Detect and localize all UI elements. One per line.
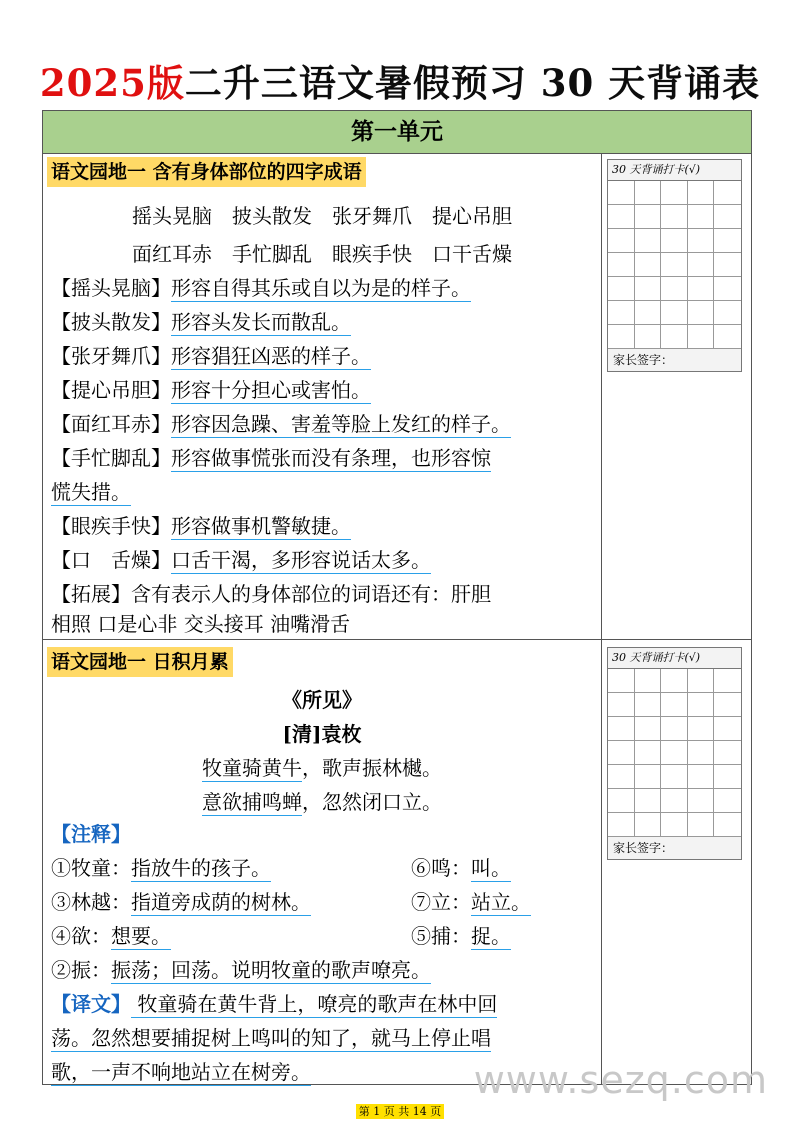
idiom-row-1	[43, 199, 601, 233]
definition-text: 口舌干渴，多形容说话太多。	[171, 548, 431, 572]
poem-line-2: 意欲捕鸣蝉，忽然闭口立。	[202, 790, 442, 814]
parent-signature-label: 家长签字：	[608, 349, 741, 371]
definition-term: 【提心吊胆】	[51, 378, 171, 402]
page-number: 第 1 页 共 14 页	[356, 1104, 444, 1119]
definition-row	[51, 373, 371, 407]
poem-title: 《所见》	[282, 688, 362, 712]
translation-line-2: 荡。忽然想要捕捉树上鸣叫的知了，就马上停止唱	[51, 1026, 491, 1050]
definition-text: 形容做事慌张而没有条理，也形容惊	[171, 446, 491, 470]
unit-title: 第一单元	[43, 111, 751, 154]
definition-row	[51, 305, 351, 339]
note-row: ⑤捕：捉。	[411, 924, 511, 948]
definition-row	[51, 509, 351, 543]
section1-heading: 语文园地一 含有身体部位的四字成语	[47, 157, 366, 187]
idiom: 提心吊胆	[432, 204, 512, 228]
note-row: ⑥鸣：叫。	[411, 856, 511, 880]
definition-text: 形容十分担心或害怕。	[171, 378, 371, 402]
definition-row	[51, 339, 371, 373]
note-row: ⑦立：站立。	[411, 890, 531, 914]
definition-term: 【口 舌燥】	[51, 548, 171, 572]
extension-line-1: 【拓展】含有表示人的身体部位的词语还有：肝胆	[51, 582, 491, 606]
idiom: 手忙脚乱	[232, 242, 312, 266]
definition-text: 慌失措。	[51, 480, 131, 504]
note-row: ④欲：想要。	[51, 924, 171, 948]
idiom: 口干舌燥	[432, 242, 512, 266]
idiom: 摇头晃脑	[132, 204, 212, 228]
recitation-table	[42, 110, 752, 1085]
page-footer	[0, 1100, 800, 1119]
idiom: 张牙舞爪	[332, 204, 412, 228]
note-row: ①牧童：指放牛的孩子。	[51, 856, 271, 880]
idiom: 面红耳赤	[132, 242, 212, 266]
notes-label: 【注释】	[51, 822, 131, 846]
checkin-title: 30 天背诵打卡(√)	[608, 648, 741, 669]
column-divider	[601, 153, 602, 1085]
title-text: 二升三语文暑假预习 30 天背诵表	[184, 61, 761, 105]
translation-line-1: 【译文】 牧童骑在黄牛背上，嘹亮的歌声在林中回	[51, 992, 498, 1016]
poem-line-1: 牧童骑黄牛，歌声振林樾。	[202, 756, 442, 780]
definition-row	[51, 543, 431, 577]
note-row: ③林越：指道旁成荫的树林。	[51, 890, 311, 914]
definition-term: 【面红耳赤】	[51, 412, 171, 436]
definition-text: 形容因急躁、害羞等脸上发红的样子。	[171, 412, 511, 436]
definition-row	[51, 407, 511, 441]
idiom-row-2	[43, 237, 601, 271]
definition-text: 形容自得其乐或自以为是的样子。	[171, 276, 471, 300]
checkin-box-1	[607, 159, 742, 372]
definition-continuation	[51, 475, 131, 509]
watermark: www.sezq.com	[473, 1058, 768, 1102]
extension-line-2: 相照 口是心非 交头接耳 油嘴滑舌	[51, 612, 351, 636]
section2-heading: 语文园地一 日积月累	[47, 647, 233, 677]
title-year: 2025版	[39, 61, 185, 105]
definition-term: 【披头散发】	[51, 310, 171, 334]
idiom: 披头散发	[232, 204, 312, 228]
definition-row	[51, 271, 471, 305]
definition-text: 形容头发长而散乱。	[171, 310, 351, 334]
definition-term: 【手忙脚乱】	[51, 446, 171, 470]
poem-author: [清]袁枚	[282, 722, 362, 746]
checkin-grid[interactable]	[608, 669, 741, 837]
definition-text: 形容做事机警敏捷。	[171, 514, 351, 538]
page-title	[0, 58, 800, 108]
parent-signature-label: 家长签字：	[608, 837, 741, 859]
translation-label: 【译文】	[51, 992, 131, 1016]
definition-term: 【眼疾手快】	[51, 514, 171, 538]
note-row: ②振：振荡；回荡。说明牧童的歌声嘹亮。	[51, 958, 431, 982]
definition-text: 形容猖狂凶恶的样子。	[171, 344, 371, 368]
definition-term: 【摇头晃脑】	[51, 276, 171, 300]
translation-line-3: 歌，一声不响地站立在树旁。	[51, 1060, 311, 1084]
definition-row	[51, 441, 491, 475]
checkin-title: 30 天背诵打卡(√)	[608, 160, 741, 181]
checkin-box-2	[607, 647, 742, 860]
idiom: 眼疾手快	[332, 242, 412, 266]
definition-term: 【张牙舞爪】	[51, 344, 171, 368]
checkin-grid[interactable]	[608, 181, 741, 349]
